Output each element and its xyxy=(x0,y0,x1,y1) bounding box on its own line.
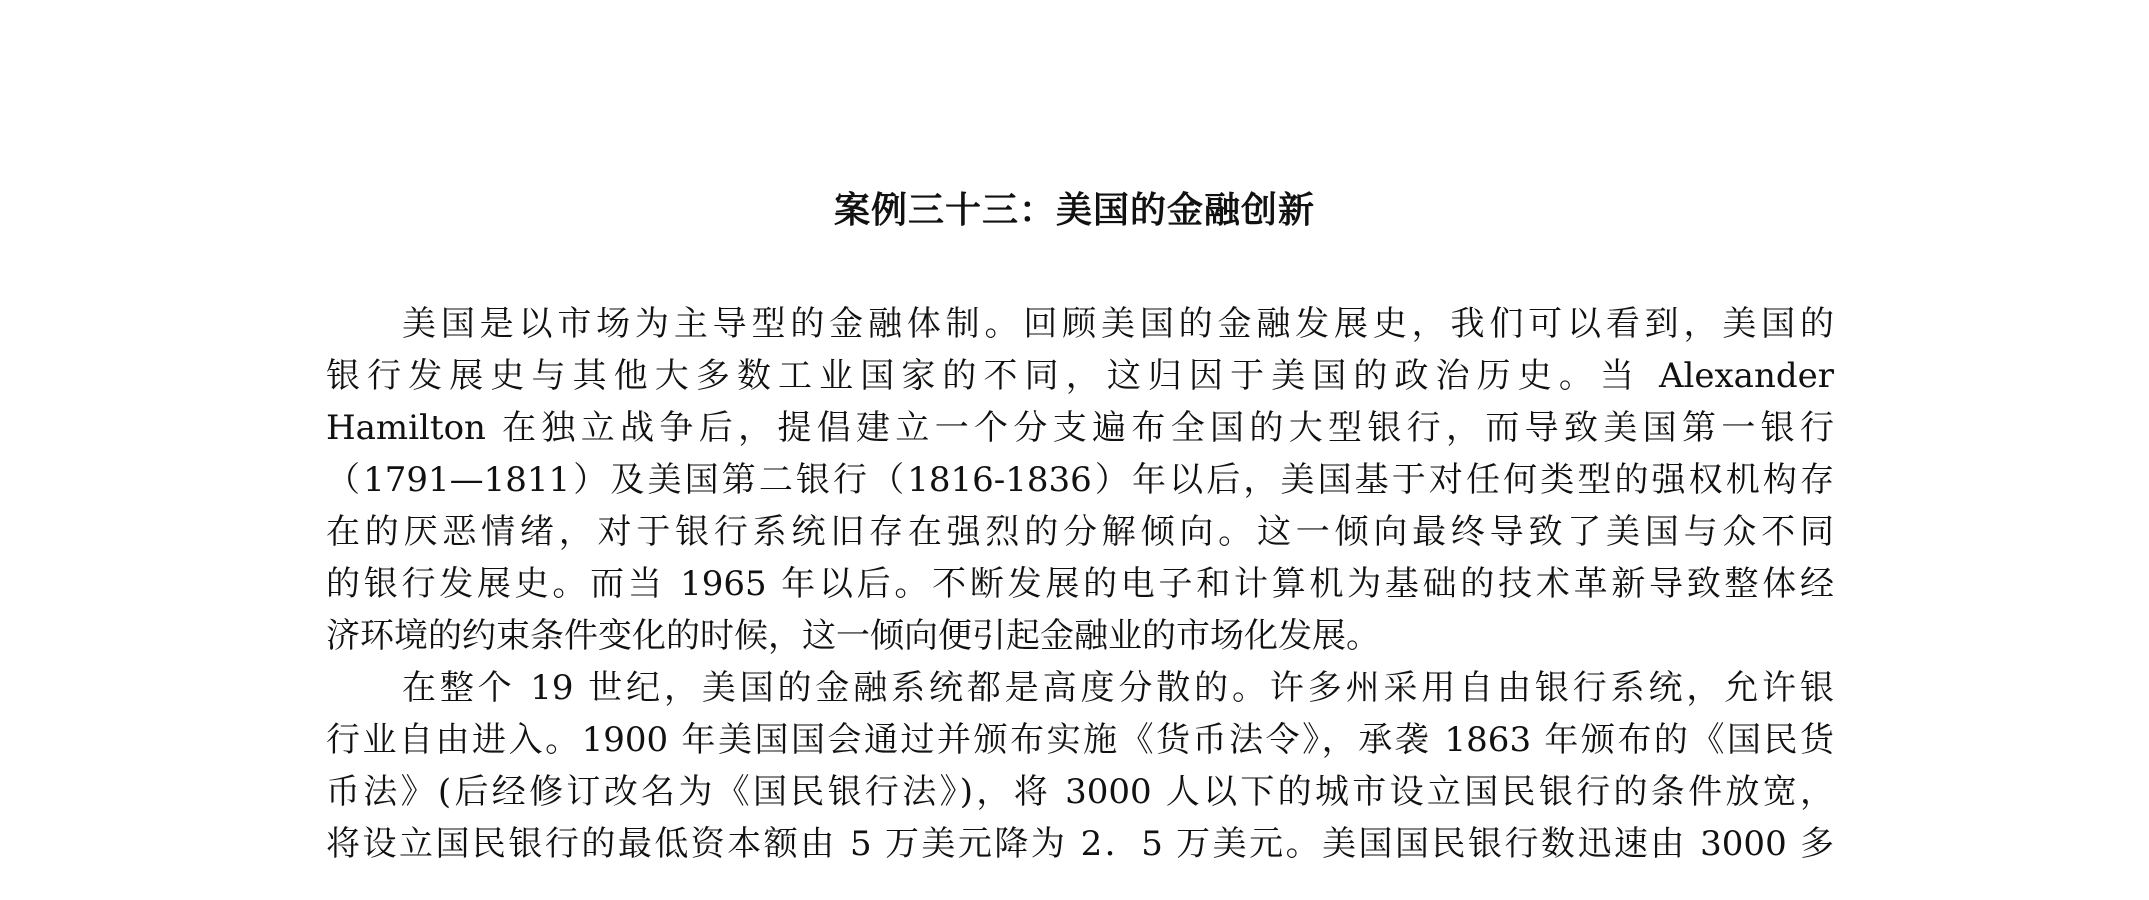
paragraph-line: 币法》(后经修订改名为《国民银行法》)，将 3000 人以下的城市设立国民银行的条件放宽， xyxy=(326,772,1834,812)
paragraph-line: 在整个 19 世纪，美国的金融系统都是高度分散的。许多州采用自由银行系统，允许银 xyxy=(402,668,1834,708)
paragraph-1 xyxy=(326,298,1834,662)
paragraph-line: 济环境的约束条件变化的时候，这一倾向便引起金融业的市场化发展。 xyxy=(326,616,1380,656)
paragraph-line: 银行发展史与其他大多数工业国家的不同，这归因于美国的政治历史。当 Alexander xyxy=(326,356,1834,396)
paragraph-line: Hamilton 在独立战争后，提倡建立一个分支遍布全国的大型银行，而导致美国第一银行 xyxy=(326,408,1834,448)
paragraph-line: 的银行发展史。而当 1965 年以后。不断发展的电子和计算机为基础的技术革新导致整体经 xyxy=(326,564,1834,604)
paragraph-line: 在的厌恶情绪，对于银行系统旧存在强烈的分解倾向。这一倾向最终导致了美国与众不同 xyxy=(326,512,1834,552)
paragraph-line: 行业自由进入。1900 年美国国会通过并颁布实施《货币法令》，承袭 1863 年颁布的《国民货 xyxy=(326,720,1834,760)
paragraph-2 xyxy=(326,662,1834,870)
document-body xyxy=(326,298,1834,870)
paragraph-line: （1791—1811）及美国第二银行（1816-1836）年以后，美国基于对任何类型的强权机构存 xyxy=(326,460,1834,500)
paragraph-line: 美国是以市场为主导型的金融体制。回顾美国的金融发展史，我们可以看到，美国的 xyxy=(402,304,1834,344)
document-title: 案例三十三：美国的金融创新 xyxy=(833,190,1315,231)
paragraph-line: 将设立国民银行的最低资本额由 5 万美元降为 2．5 万美元。美国国民银行数迅速由 3000 多 xyxy=(326,824,1834,864)
